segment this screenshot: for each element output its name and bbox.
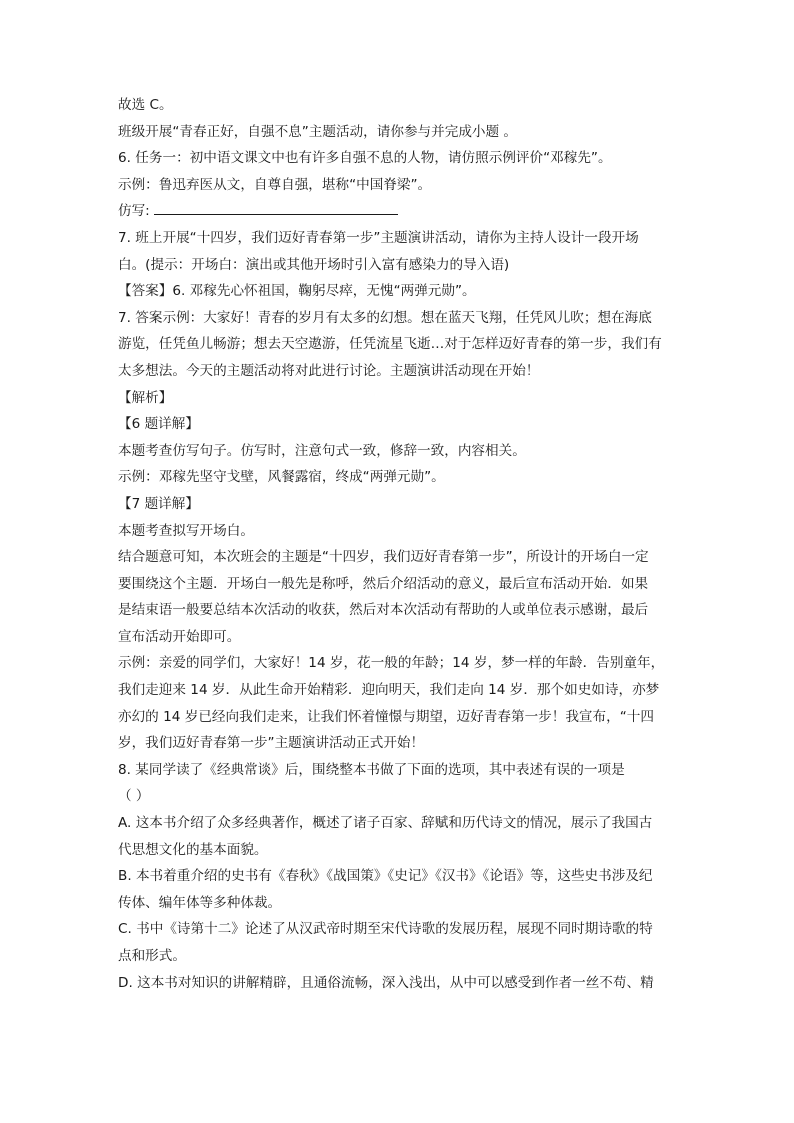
text-line: 6. 任务一：初中语文课文中也有许多自强不息的人物，请仿照示例评价“邓稼先”。 — [118, 150, 612, 167]
text-line: （ ） — [118, 788, 150, 805]
text-line: 结合题意可知，本次班会的主题是“十四岁，我们迈好青春第一步”，所设计的开场白一定 — [118, 549, 649, 566]
text-line: 是结束语一般要总结本次活动的收获，然后对本次活动有帮助的人或单位表示感谢，最后 — [118, 602, 649, 619]
text-line: 岁，我们迈好青春第一步”主题演讲活动正式开始！ — [118, 735, 425, 752]
text-line: 【6 题详解】 — [118, 416, 199, 433]
option-a-line: A. 这本书介绍了众多经典著作，概述了诸子百家、辞赋和历代诗文的情况，展示了我国古 — [118, 815, 653, 832]
option-b-line: B. 本书着重介绍的史书有《春秋》《战国策》《史记》《汉书》《论语》等，这些史书涉及纪 — [118, 868, 653, 885]
text-line: 要围绕这个主题．开场白一般先是称呼，然后介绍活动的意义，最后宣布活动开始．如果 — [118, 575, 649, 592]
text-line: 本题考查仿写句子。仿写时，注意句式一致，修辞一致，内容相关。 — [118, 442, 526, 459]
document-body — [118, 92, 678, 996]
text-line: 【7 题详解】 — [118, 495, 199, 512]
text-line: 7. 班上开展“十四岁，我们迈好青春第一步”主题演讲活动，请你为主持人设计一段开场 — [118, 229, 639, 246]
text-line: 班级开展“青春正好，自强不息”主题活动，请你参与并完成小题 。 — [118, 123, 518, 140]
option-c-line: C. 书中《诗第十二》论述了从汉武帝时期至宋代诗歌的发展历程，展现不同时期诗歌的特 — [118, 921, 653, 938]
text-line: 代思想文化的基本面貌。 — [118, 841, 268, 858]
text-line: 太多想法。今天的主题活动将对此进行讨论。主题演讲活动现在开始！ — [118, 362, 540, 379]
option-d-line: D. 这本书对知识的讲解精辟，且通俗流畅，深入浅出，从中可以感受到作者一丝不苟、精 — [118, 974, 654, 991]
imitation-line — [118, 198, 678, 225]
text-line: 示例：鲁迅弃医从文，自尊自强，堪称“中国脊梁”。 — [118, 176, 432, 193]
answer-blank — [154, 199, 398, 215]
text-line: 7. 答案示例：大家好！青春的岁月有太多的幻想。想在蓝天飞翔，任凭风儿吹；想在海底 — [118, 309, 652, 326]
text-line: 示例：亲爱的同学们，大家好！14 岁，花一般的年龄；14 岁，梦一样的年龄．告别童年， — [118, 655, 665, 672]
imitation-label: 仿写: — [118, 203, 150, 220]
text-line: 【解析】 — [118, 389, 173, 406]
text-line: 本题考查拟写开场白。 — [118, 522, 254, 539]
text-line: 亦幻的 14 岁已经向我们走来，让我们怀着憧憬与期望，迈好青春第一步！我宣布，“十四 — [118, 708, 654, 725]
text-line: 传体、编年体等多种体裁。 — [118, 894, 282, 911]
text-line: 我们走迎来 14 岁．从此生命开始精彩．迎向明天，我们走向 14 岁．那个如史如诗，亦梦 — [118, 682, 660, 699]
text-line: 故选 C。 — [118, 97, 173, 113]
text-line: 宣布活动开始即可。 — [118, 628, 241, 645]
text-line: 游览，任凭鱼儿畅游；想去天空遨游，任凭流星飞逝…对于怎样迈好青春的第一步，我们有 — [118, 336, 662, 353]
text-line: 示例：邓稼先坚守戈壁，风餐露宿，终成“两弹元勋”。 — [118, 469, 445, 486]
text-line: 8. 某同学读了《经典常谈》后，围绕整本书做了下面的选项，其中表述有误的一项是 — [118, 761, 625, 778]
text-line: 白。(提示：开场白：演出或其他开场时引入富有感染力的导入语) — [118, 256, 510, 273]
text-line: 点和形式。 — [118, 948, 186, 964]
text-line: 【答案】6. 邓稼先心怀祖国，鞠躬尽瘁，无愧“两弹元勋”。 — [118, 283, 476, 300]
